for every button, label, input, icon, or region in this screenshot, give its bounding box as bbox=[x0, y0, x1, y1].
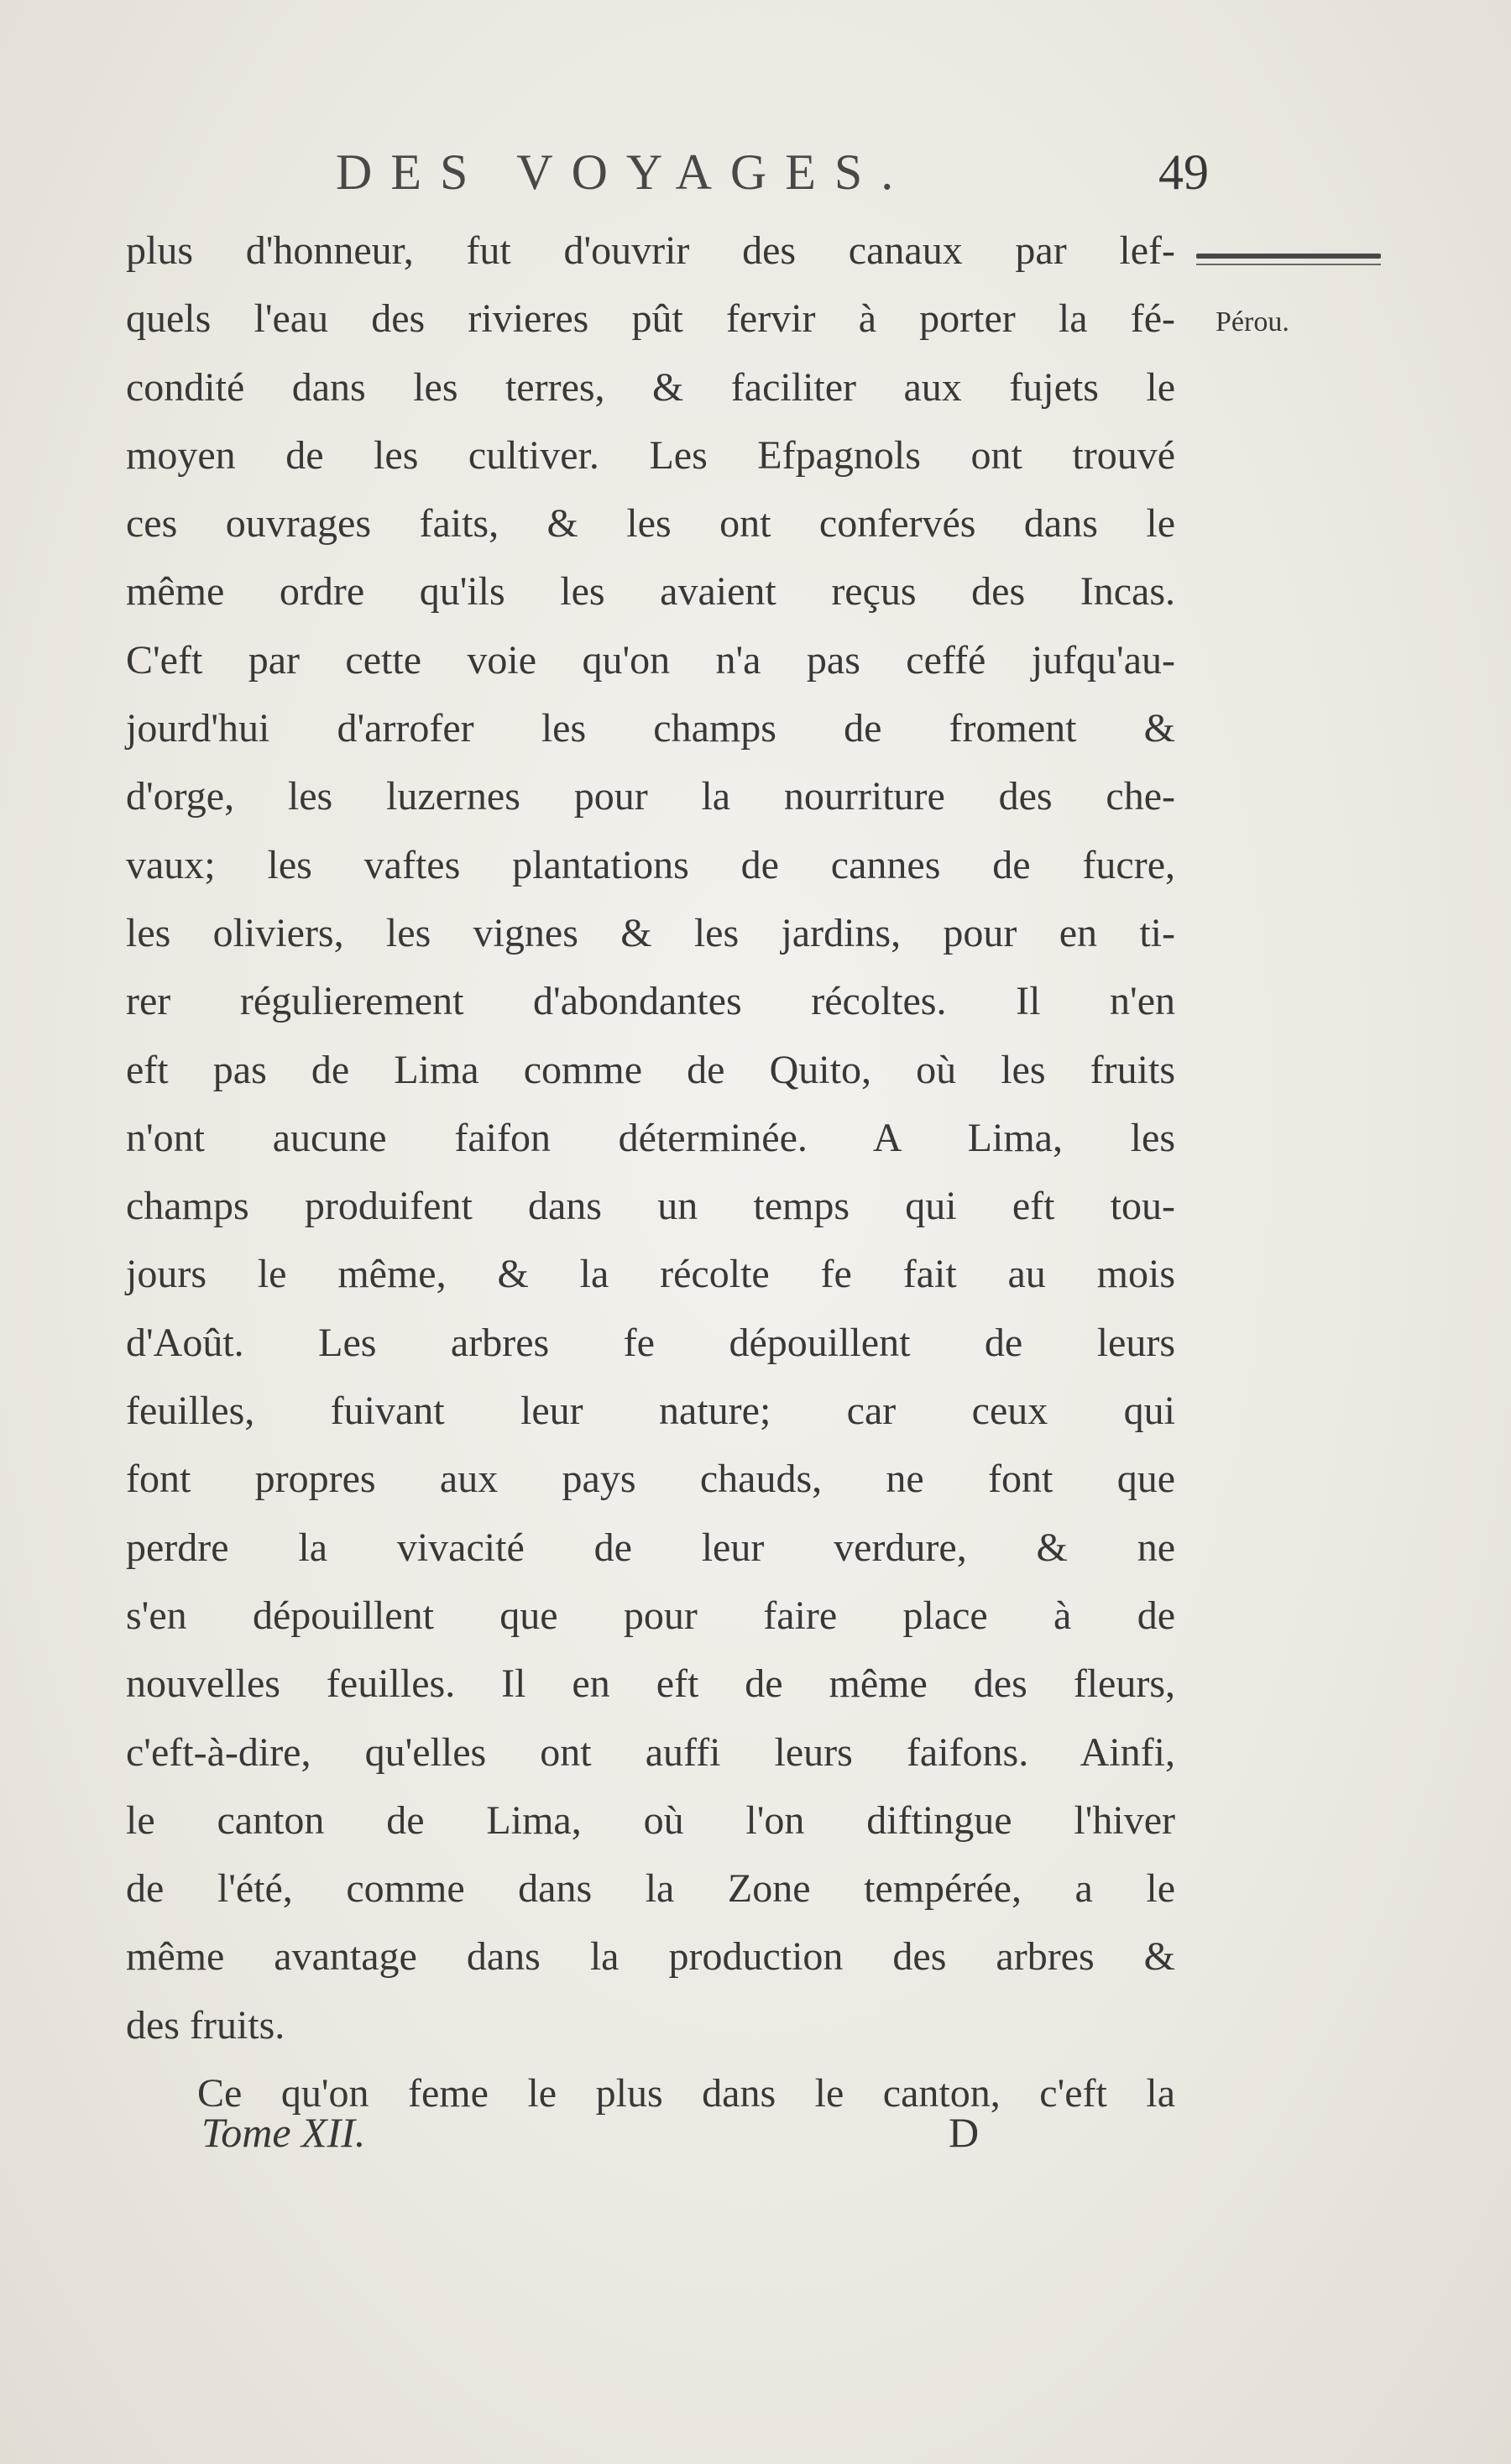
text-line: même ordre qu'ils les avaient reçus des Incas. bbox=[126, 569, 1175, 615]
margin-rule-thin bbox=[1196, 264, 1381, 265]
text-line: font propres aux pays chauds, ne font que bbox=[126, 1457, 1175, 1502]
page-header bbox=[126, 139, 1209, 206]
page-footer bbox=[201, 2103, 1175, 2162]
text-line: moyen de les cultiver. Les Efpagnols ont trouvé bbox=[126, 432, 1175, 478]
text-line: les oliviers, les vignes & les jardins, pour en ti- bbox=[126, 910, 1175, 955]
running-title: DES VOYAGES. bbox=[336, 144, 912, 200]
text-line: Ce qu'on feme le plus dans le canton, c'eft la bbox=[197, 2071, 1175, 2116]
text-line: de l'été, comme dans la Zone tempérée, a le bbox=[126, 1866, 1175, 1912]
text-line: jourd'hui d'arrofer les champs de froment & bbox=[126, 706, 1175, 751]
text-line: n'ont aucune faifon déterminée. A Lima, les bbox=[126, 1115, 1175, 1160]
text-line: d'orge, les luzernes pour la nourriture des che- bbox=[126, 774, 1175, 819]
margin-rule bbox=[1196, 254, 1381, 259]
text-line: rer régulierement d'abondantes récoltes. Il n'en bbox=[126, 979, 1175, 1024]
text-line: d'Août. Les arbres fe dépouillent de leurs bbox=[126, 1320, 1175, 1365]
text-line: même avantage dans la production des arbres & bbox=[126, 1934, 1175, 1980]
text-line: C'eft par cette voie qu'on n'a pas ceffé jufqu'au- bbox=[126, 637, 1175, 683]
text-line: s'en dépouillent que pour faire place à de bbox=[126, 1593, 1175, 1638]
text-line: le canton de Lima, où l'on diftingue l'hiver bbox=[126, 1797, 1175, 1843]
margin-note: Pérou. bbox=[1216, 306, 1289, 337]
text-line: nouvelles feuilles. Il en eft de même des fleurs, bbox=[126, 1661, 1175, 1707]
text-line: condité dans les terres, & faciliter aux fujets le bbox=[126, 364, 1175, 410]
text-line: perdre la vivacité de leur verdure, & ne bbox=[126, 1525, 1175, 1570]
gathering-signature: D bbox=[949, 2109, 980, 2156]
volume-signature: Tome XII. bbox=[201, 2109, 366, 2156]
text-line: feuilles, fuivant leur nature; car ceux qui bbox=[126, 1389, 1175, 1434]
text-line: des fruits. bbox=[126, 2002, 285, 2048]
text-line: ces ouvrages faits, & les ont confervés dans le bbox=[126, 501, 1175, 547]
body-text bbox=[126, 217, 1175, 2127]
page-number: 49 bbox=[1158, 144, 1209, 200]
text-line: jours le même, & la récolte fe fait au mois bbox=[126, 1252, 1175, 1297]
text-line: champs produifent dans un temps qui eft tou- bbox=[126, 1184, 1175, 1229]
text-line: c'eft-à-dire, qu'elles ont auffi leurs faifons. Ainfi, bbox=[126, 1729, 1175, 1775]
text-line: quels l'eau des rivieres pût fervir à porter la fé- bbox=[126, 296, 1175, 342]
text-line: eft pas de Lima comme de Quito, où les fruits bbox=[126, 1047, 1175, 1092]
text-line: vaux; les vaftes plantations de cannes de fucre, bbox=[126, 842, 1175, 887]
text-line: plus d'honneur, fut d'ouvrir des canaux par lef- bbox=[126, 228, 1175, 273]
